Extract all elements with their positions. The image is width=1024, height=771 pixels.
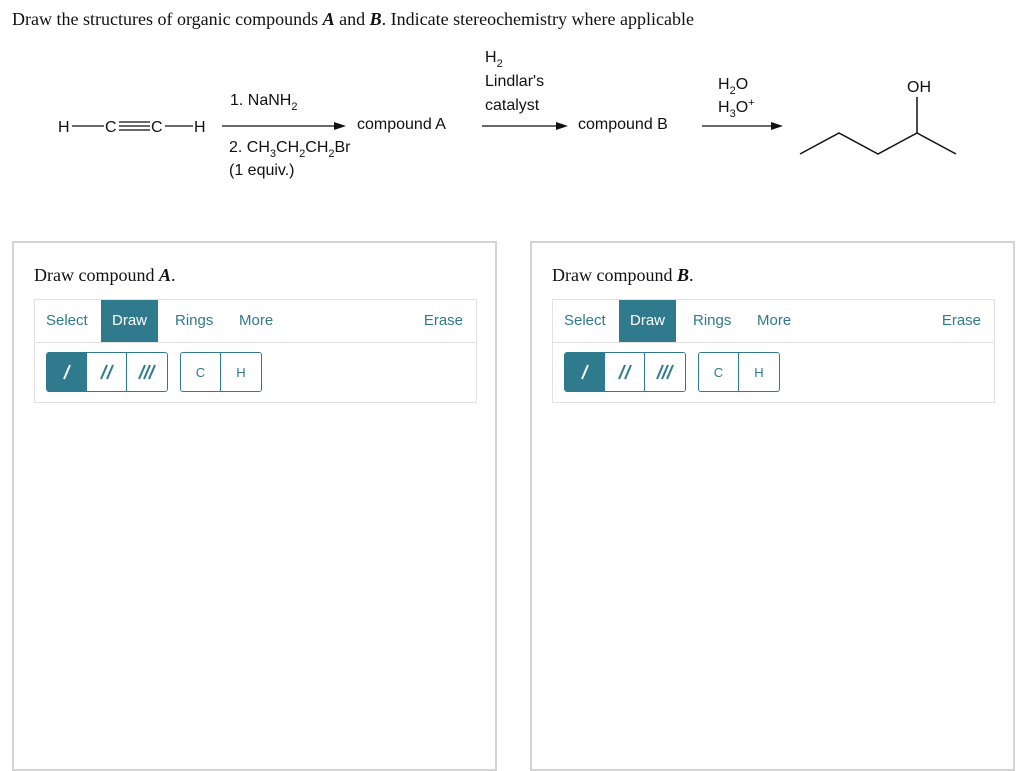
atom-button-group bbox=[698, 352, 780, 392]
hydrogen-atom-button[interactable]: H bbox=[739, 353, 779, 391]
atom-h-right: H bbox=[194, 119, 206, 136]
question-part: and bbox=[334, 9, 370, 29]
tab-select[interactable]: Select bbox=[46, 312, 88, 329]
reagent-h2: $H_2$ bbox=[485, 49, 503, 70]
bond-button-group bbox=[46, 352, 168, 392]
single-bond-icon bbox=[57, 362, 77, 382]
atom-h-left: H bbox=[58, 119, 70, 136]
atom-c2: C bbox=[151, 119, 163, 136]
product-oh-label: OH bbox=[907, 79, 931, 96]
carbon-atom-button[interactable]: C bbox=[699, 353, 739, 391]
erase-button[interactable]: Erase bbox=[941, 312, 981, 329]
triple-bond-button[interactable] bbox=[127, 353, 167, 391]
double-bond-icon bbox=[615, 362, 635, 382]
reaction-arrow-1 bbox=[222, 122, 346, 130]
reagent-water: $H_2O$ bbox=[718, 76, 749, 97]
atom-button-group bbox=[180, 352, 262, 392]
panel-title-letter: B bbox=[676, 265, 689, 285]
triple-bond bbox=[119, 122, 150, 130]
reagent-step2: 2. $CH_3CH_2CH_2Br$ bbox=[229, 139, 351, 160]
panel-title-text: Draw compound bbox=[552, 265, 677, 285]
question-letter-a: A bbox=[322, 9, 335, 29]
reagent-equiv: (1 equiv.) bbox=[229, 162, 295, 179]
atom-c1: C bbox=[105, 119, 117, 136]
bond-button-group bbox=[564, 352, 686, 392]
tab-draw[interactable]: Draw bbox=[619, 300, 676, 342]
tab-rings[interactable]: Rings bbox=[175, 312, 214, 329]
tab-select[interactable]: Select bbox=[564, 312, 606, 329]
tab-draw[interactable]: Draw bbox=[101, 300, 158, 342]
reagent-catalyst: catalyst bbox=[485, 97, 540, 114]
panel-title-text: Draw compound bbox=[34, 265, 159, 285]
hydrogen-atom-button[interactable]: H bbox=[221, 353, 261, 391]
single-bond-button[interactable] bbox=[47, 353, 87, 391]
panel-title bbox=[34, 265, 176, 286]
reaction-scheme bbox=[0, 40, 1024, 190]
single-bond-button[interactable] bbox=[565, 353, 605, 391]
compound-a-label: compound A bbox=[357, 116, 446, 133]
single-bond-icon bbox=[575, 362, 595, 382]
triple-bond-icon bbox=[655, 362, 675, 382]
panel-title bbox=[552, 265, 694, 286]
panel-title-letter: A bbox=[158, 265, 171, 285]
question-part: Draw the structures of organic compounds bbox=[12, 9, 323, 29]
product-structure bbox=[800, 97, 956, 154]
reagent-hydronium: $H_3O^+$ bbox=[718, 97, 755, 120]
panel-title-suffix: . bbox=[689, 265, 694, 285]
drawing-toolbar bbox=[552, 299, 995, 403]
triple-bond-button[interactable] bbox=[645, 353, 685, 391]
question-text bbox=[12, 9, 694, 30]
reaction-arrow-3 bbox=[702, 122, 783, 130]
carbon-atom-button[interactable]: C bbox=[181, 353, 221, 391]
panel-title-suffix: . bbox=[171, 265, 176, 285]
toolbar-tabs bbox=[553, 300, 994, 343]
tab-more[interactable]: More bbox=[757, 312, 792, 329]
reaction-arrow-2 bbox=[482, 122, 568, 130]
double-bond-button[interactable] bbox=[605, 353, 645, 391]
tab-rings[interactable]: Rings bbox=[693, 312, 732, 329]
question-part: . Indicate stereochemistry where applicable bbox=[381, 9, 694, 29]
reagent-step1: 1. NaNH$_2$ bbox=[230, 92, 298, 113]
draw-panel-b bbox=[530, 241, 1015, 771]
double-bond-button[interactable] bbox=[87, 353, 127, 391]
draw-panel-a bbox=[12, 241, 497, 771]
drawing-toolbar bbox=[34, 299, 477, 403]
tab-more[interactable]: More bbox=[239, 312, 274, 329]
compound-b-label: compound B bbox=[578, 116, 668, 133]
double-bond-icon bbox=[97, 362, 117, 382]
triple-bond-icon bbox=[137, 362, 157, 382]
reagent-lindlar: Lindlar's bbox=[485, 73, 545, 90]
question-letter-b: B bbox=[369, 9, 382, 29]
toolbar-tabs bbox=[35, 300, 476, 343]
erase-button[interactable]: Erase bbox=[423, 312, 463, 329]
